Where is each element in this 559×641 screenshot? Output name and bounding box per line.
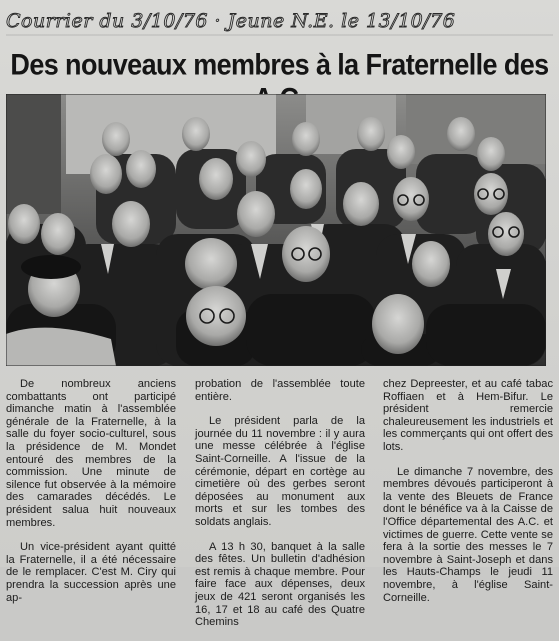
- group-photo: [6, 94, 546, 366]
- handwritten-annotation: [0, 0, 559, 40]
- article-column-2: [195, 378, 365, 641]
- handwritten-annotation-text: Courrier du 3/10/76 · Jeune N.E. le 13/10/76: [6, 10, 456, 32]
- paragraph: De nombreux anciens combattants ont participé dimanche matin à l'assemblée générale de la Fraternelle, à la salle du foyer socio-culturel, sous la présidence de M. Mondet entouré des membres de la commission. Une minute de silence fut observée à la mémoire des camarades décédés. Le président salua huit nouveaux membres.: [6, 378, 176, 529]
- paragraph: Un vice-président ayant quitté la Fraternelle, il a été nécessaire de le remplacer. C'est M. Ciry qui prendra la succession après une ap-: [6, 541, 176, 604]
- paragraph: Le président parla de la journée du 11 novembre : il y aura une messe célébrée à l'église Saint-Corneille. A l'issue de la cérémonie, départ en cortège au cimetière où des gerbes seront déposées au monument aux morts et sur les tombes des soldats anglais.: [195, 415, 365, 528]
- article-column-1: [6, 378, 176, 616]
- paragraph: A 13 h 30, banquet à la salle des fêtes. Un bulletin d'adhésion est remis à chaque membre. Pour faire face aux dépenses, deux jeux de 421 seront organisés les 16, 17 et 18 au café des Quatre Chemins: [195, 540, 365, 629]
- paragraph: Le dimanche 7 novembre, des membres dévoués participeront à la vente des Bleuets de France dont le bénéfice va à la Caisse de l'Office départemental des A.C. et victimes de guerre. Cette vente se fera à la sortie des messes le 7 novembre à Saint-Joseph et dans les Hauts-Champs le jeudi 11 novembre, à l'église Saint-Corneille.: [383, 465, 553, 604]
- article-column-3: [383, 378, 553, 616]
- paragraph: probation de l'assemblée toute entière.: [195, 378, 365, 403]
- paragraph: chez Depreester, et au café tabac Roffiaen et à Hem-Bifur. Le président remercie chaleureusement les industriels et les commerçants qui ont offert des lots.: [383, 378, 553, 453]
- article-headline: Des nouveaux membres à la Fraternelle des: [10, 48, 549, 81]
